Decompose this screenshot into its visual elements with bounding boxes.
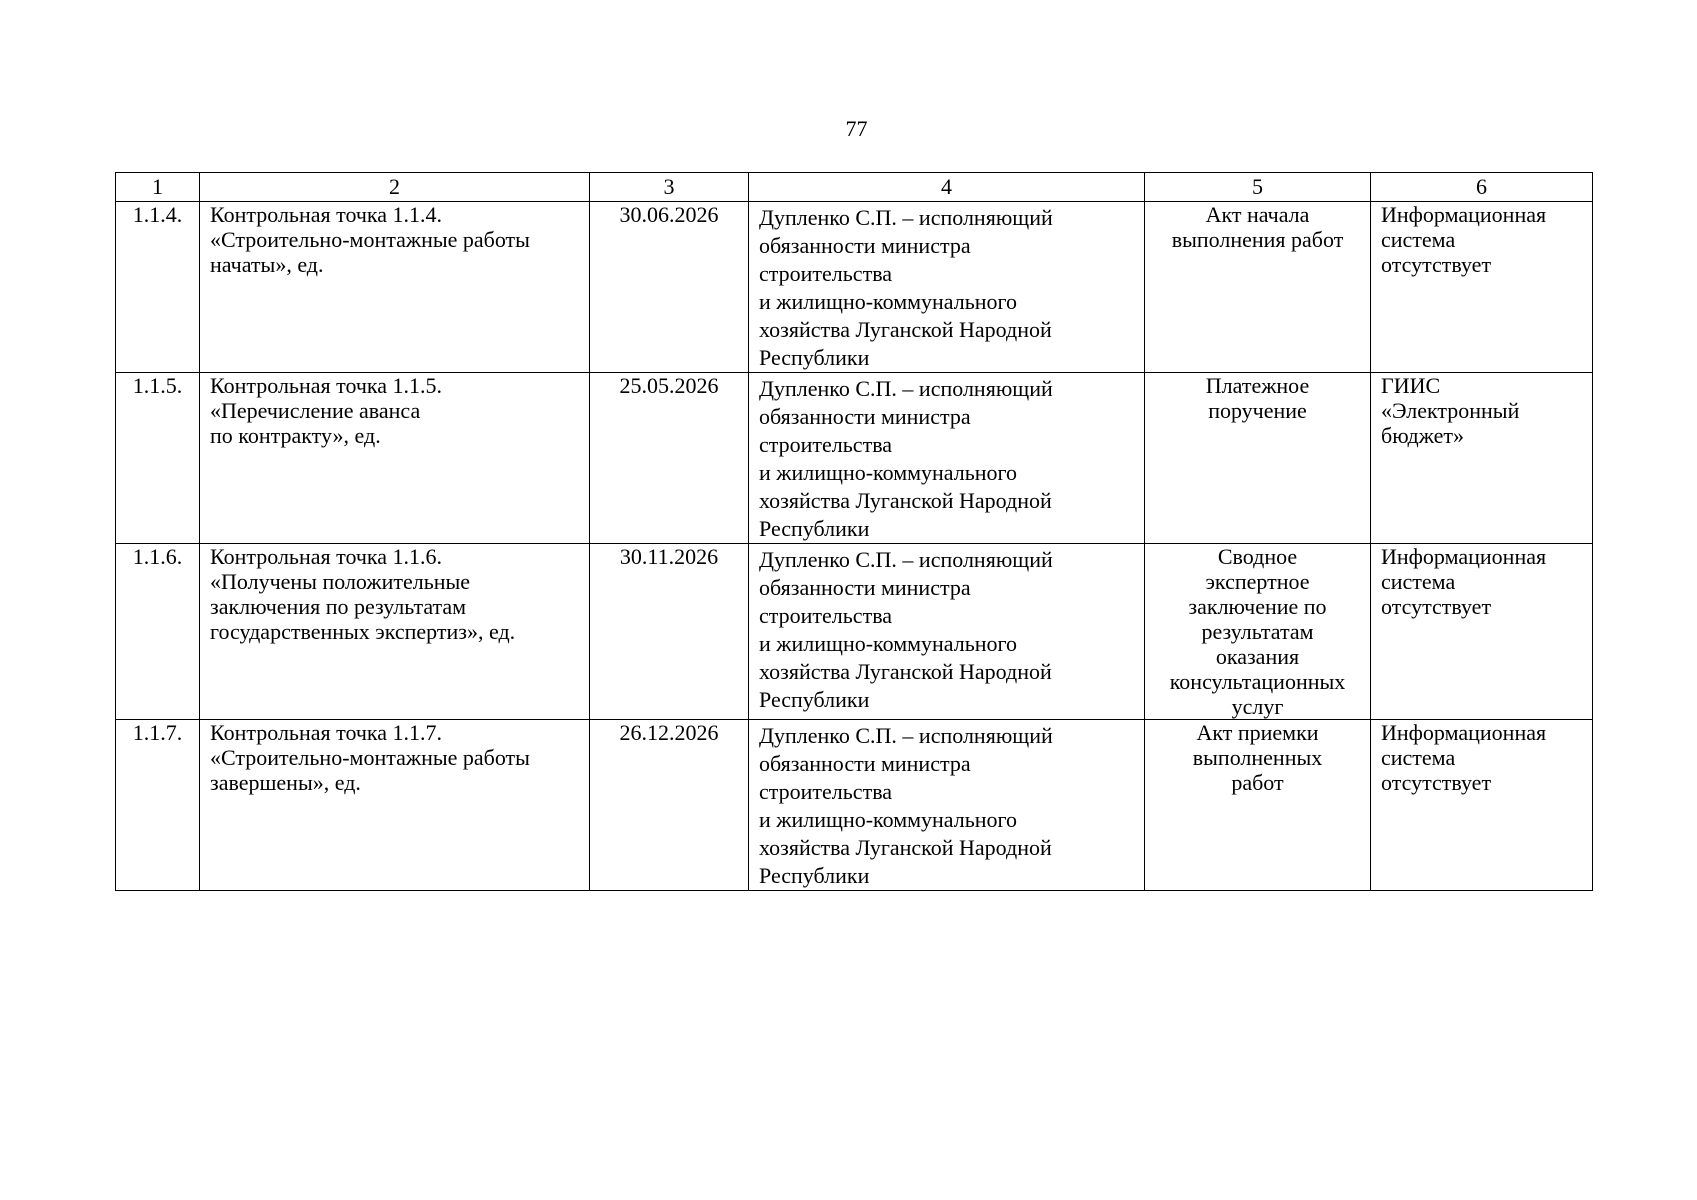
responsible-person: [749, 373, 1145, 544]
text-line: «Строительно-монтажные работы: [210, 227, 530, 252]
text-line: и жилищно-коммунального: [759, 807, 1018, 832]
text-line: Платежное: [1205, 373, 1310, 398]
text-line: строительства: [759, 779, 893, 804]
text-line: хозяйства Луганской Народной: [759, 835, 1052, 860]
row-number: 1.1.5.: [116, 373, 200, 544]
text-line: отсутствует: [1381, 594, 1492, 619]
text-line: поручение: [1208, 398, 1307, 423]
text-line: «Получены положительные: [210, 569, 471, 594]
text-line: отсутствует: [1381, 770, 1492, 795]
text-line: система: [1381, 569, 1456, 594]
column-header: 6: [1371, 173, 1593, 202]
table-row: [116, 544, 1593, 720]
column-header: 2: [200, 173, 590, 202]
responsible-person: [749, 720, 1145, 891]
text-line: Контрольная точка 1.1.7.: [210, 720, 443, 745]
text-line: строительства: [759, 603, 893, 628]
text-line: Республики: [759, 687, 870, 712]
column-header: 5: [1145, 173, 1371, 202]
text-line: государственных экспертиз», ед.: [210, 619, 516, 644]
text-line: хозяйства Луганской Народной: [759, 317, 1052, 342]
text-line: Контрольная точка 1.1.6.: [210, 544, 443, 569]
row-number: 1.1.6.: [116, 544, 200, 720]
text-line: заключения по результатам: [210, 594, 467, 619]
column-header: 4: [749, 173, 1145, 202]
text-line: обязанности министра: [759, 233, 971, 258]
text-line: заключение по: [1188, 594, 1327, 619]
text-line: Акт приемки: [1196, 720, 1319, 745]
confirming-document: [1145, 720, 1371, 891]
responsible-person: [749, 544, 1145, 720]
column-header: 1: [116, 173, 200, 202]
row-number: 1.1.4.: [116, 202, 200, 373]
confirming-document: [1145, 544, 1371, 720]
text-line: Информационная: [1381, 720, 1547, 745]
text-line: Дупленко С.П. – исполняющий: [759, 205, 1053, 230]
text-line: Информационная: [1381, 202, 1547, 227]
information-system: [1371, 202, 1593, 373]
information-system: [1371, 720, 1593, 891]
text-line: Республики: [759, 863, 870, 888]
due-date: 30.06.2026: [590, 202, 749, 373]
column-header: 3: [590, 173, 749, 202]
table-row: [116, 202, 1593, 373]
text-line: система: [1381, 227, 1456, 252]
text-line: экспертное: [1205, 569, 1310, 594]
information-system: [1371, 373, 1593, 544]
text-line: система: [1381, 745, 1456, 770]
page-number: 77: [845, 116, 868, 141]
row-number: 1.1.7.: [116, 720, 200, 891]
text-line: «Строительно-монтажные работы: [210, 745, 530, 770]
text-line: Республики: [759, 516, 870, 541]
text-line: консультационных: [1169, 669, 1346, 694]
text-line: Контрольная точка 1.1.4.: [210, 202, 443, 227]
text-line: строительства: [759, 261, 893, 286]
text-line: начаты», ед.: [210, 252, 324, 277]
text-line: ГИИС: [1381, 373, 1441, 398]
responsible-person: [749, 202, 1145, 373]
text-line: Дупленко С.П. – исполняющий: [759, 376, 1053, 401]
information-system: [1371, 544, 1593, 720]
due-date: 30.11.2026: [590, 544, 749, 720]
control-points-table: [115, 172, 1593, 891]
text-line: услуг: [1231, 694, 1284, 719]
text-line: Дупленко С.П. – исполняющий: [759, 723, 1053, 748]
text-line: обязанности министра: [759, 575, 971, 600]
text-line: и жилищно-коммунального: [759, 460, 1018, 485]
control-point-name: [200, 373, 590, 544]
text-line: строительства: [759, 432, 893, 457]
text-line: обязанности министра: [759, 404, 971, 429]
due-date: 26.12.2026: [590, 720, 749, 891]
text-line: по контракту», ед.: [210, 423, 381, 448]
text-line: хозяйства Луганской Народной: [759, 488, 1052, 513]
text-line: и жилищно-коммунального: [759, 289, 1018, 314]
control-point-name: [200, 544, 590, 720]
confirming-document: [1145, 373, 1371, 544]
text-line: Информационная: [1381, 544, 1547, 569]
text-line: обязанности министра: [759, 751, 971, 776]
text-line: выполненных: [1192, 745, 1323, 770]
table-row: [116, 373, 1593, 544]
confirming-document: [1145, 202, 1371, 373]
text-line: «Электронный: [1381, 398, 1520, 423]
text-line: Сводное: [1217, 544, 1298, 569]
text-line: отсутствует: [1381, 252, 1492, 277]
control-point-name: [200, 202, 590, 373]
table-row: [116, 720, 1593, 891]
table-header-row: [116, 173, 1593, 202]
text-line: «Перечисление аванса: [210, 398, 421, 423]
text-line: бюджет»: [1381, 423, 1464, 448]
text-line: оказания: [1215, 644, 1300, 669]
text-line: и жилищно-коммунального: [759, 631, 1018, 656]
text-line: Дупленко С.П. – исполняющий: [759, 547, 1053, 572]
text-line: работ: [1231, 770, 1284, 795]
text-line: Акт начала: [1205, 202, 1310, 227]
control-point-name: [200, 720, 590, 891]
text-line: результатам: [1201, 619, 1314, 644]
text-line: завершены», ед.: [210, 770, 361, 795]
text-line: выполнения работ: [1171, 227, 1344, 252]
due-date: 25.05.2026: [590, 373, 749, 544]
text-line: Контрольная точка 1.1.5.: [210, 373, 443, 398]
text-line: Республики: [759, 345, 870, 370]
text-line: хозяйства Луганской Народной: [759, 659, 1052, 684]
